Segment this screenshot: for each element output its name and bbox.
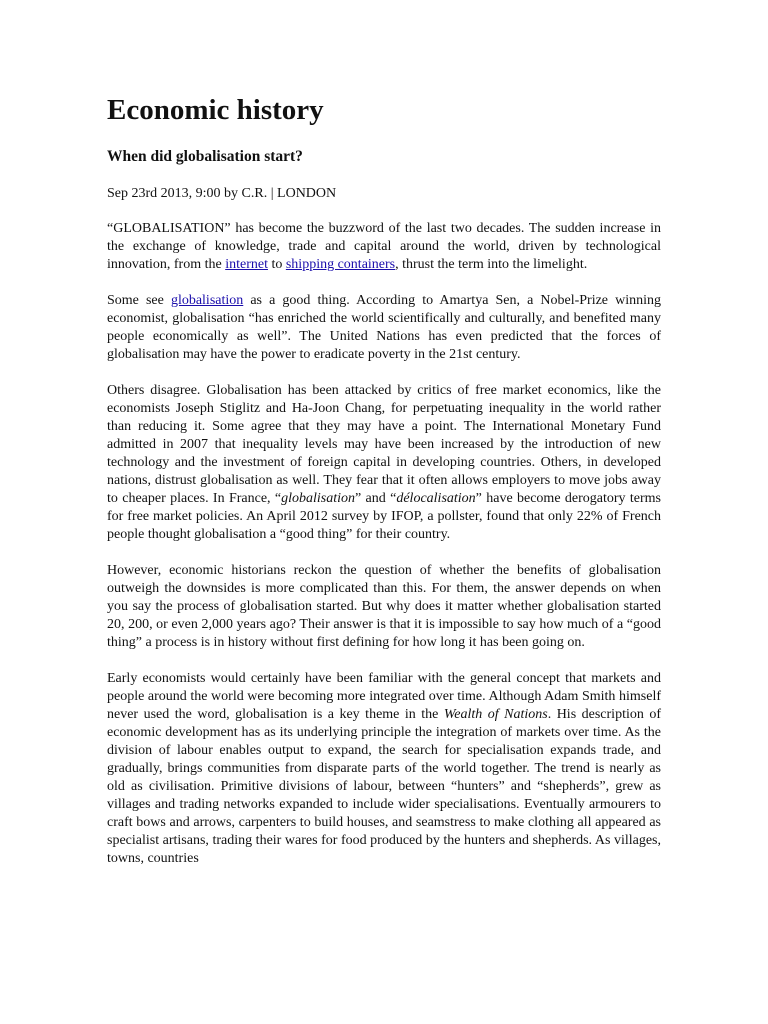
article-body <box>107 220 661 868</box>
paragraph-3-em-delocalisation: délocalisation <box>396 491 476 506</box>
paragraph-1-text-c: , thrust the term into the limelight. <box>395 257 588 272</box>
internet-link[interactable]: internet <box>225 257 268 272</box>
paragraph-5 <box>107 670 661 868</box>
paragraph-2 <box>107 292 661 364</box>
article-title: Economic history <box>107 94 324 126</box>
paragraph-3-text-c: ” have become derogatory terms for free market policies. An April 2012 survey by IFOP, a pollster, found that only 22% of French people thought globalisation a “good thing” for their country. <box>107 491 661 542</box>
article-byline: Sep 23rd 2013, 9:00 by C.R. | LONDON <box>107 186 337 201</box>
shipping-containers-link[interactable]: shipping containers <box>285 257 396 272</box>
paragraph-3-text-a: Others disagree. Globalisation has been attacked by critics of free market economics, like the economists Joseph Stiglitz and Ha-Joon Chang, for perpetuating inequality in the world rather than reducing it. Some agree that they may have a point. The International Monetary Fund admitted in 2007 that inequality levels may have been increased by the introduction of new technology and the investment of foreign capital in developing countries. Others, in developed nations, distrust globalisation as well. They fear that it often allows employers to move jobs away to cheaper places. In France, “ <box>107 383 661 506</box>
paragraph-3-em-globalisation: globalisation <box>281 491 355 506</box>
paragraph-5-text-a: Early economists would certainly have been familiar with the general concept that markets and people around the world were becoming more integrated over time. Although Adam Smith himself never used the word, globalisation is a key theme in the <box>107 671 661 722</box>
paragraph-5-em-wealth-of-nations: Wealth of Nations <box>443 707 548 722</box>
globalisation-link[interactable]: globalisation <box>170 293 244 308</box>
paragraph-1 <box>107 220 661 274</box>
paragraph-5-text-b: . His description of economic development has as its underlying principle the integration of markets over time. As the division of labour enables output to expand, the search for specialisation expands trade, and gradually, brings communities from disparate parts of the world together. The trend is nearly as old as civilisation. Primitive divisions of labour, between “hunters” and “shepherds”, grew as villages and trading networks expanded to include wider specialisations. Eventually armourers to craft bows and arrows, carpenters to build houses, and seamstress to make clothing all appeared as specialist artisans, trading their wares for food produced by the hunters and shepherds. As villages, towns, countries <box>107 707 662 866</box>
paragraph-2-text-a: Some see <box>107 293 171 308</box>
paragraph-2-text-b: as a good thing. According to Amartya Sen, a Nobel-Prize winning economist, globalisation “has enriched the world scientifically and culturally, and benefited many people economically as well”. The United Nations has even predicted that the forces of globalisation may have the power to eradicate poverty in the 21st century. <box>107 293 661 362</box>
article-subtitle: When did globalisation start? <box>107 148 303 165</box>
paragraph-4: However, economic historians reckon the question of whether the benefits of globalisation outweigh the downsides is more complicated than this. For them, the answer depends on when you say the process of globalisation started. But why does it matter whether globalisation started 20, 200, or even 2,000 years ago? Their answer is that it is impossible to say how much of a “good thing” a process is in history without first defining for how long it has been going on. <box>107 563 661 650</box>
article <box>107 92 661 886</box>
paragraph-3 <box>107 382 661 544</box>
paragraph-3-text-b: ” and “ <box>355 491 397 506</box>
paragraph-1-text-a: “GLOBALISATION” has become the buzzword of the last two decades. The sudden increase in the exchange of knowledge, trade and capital around the world, driven by technological innovation, from the <box>107 221 661 272</box>
paragraph-1-text-b: to <box>267 257 286 272</box>
